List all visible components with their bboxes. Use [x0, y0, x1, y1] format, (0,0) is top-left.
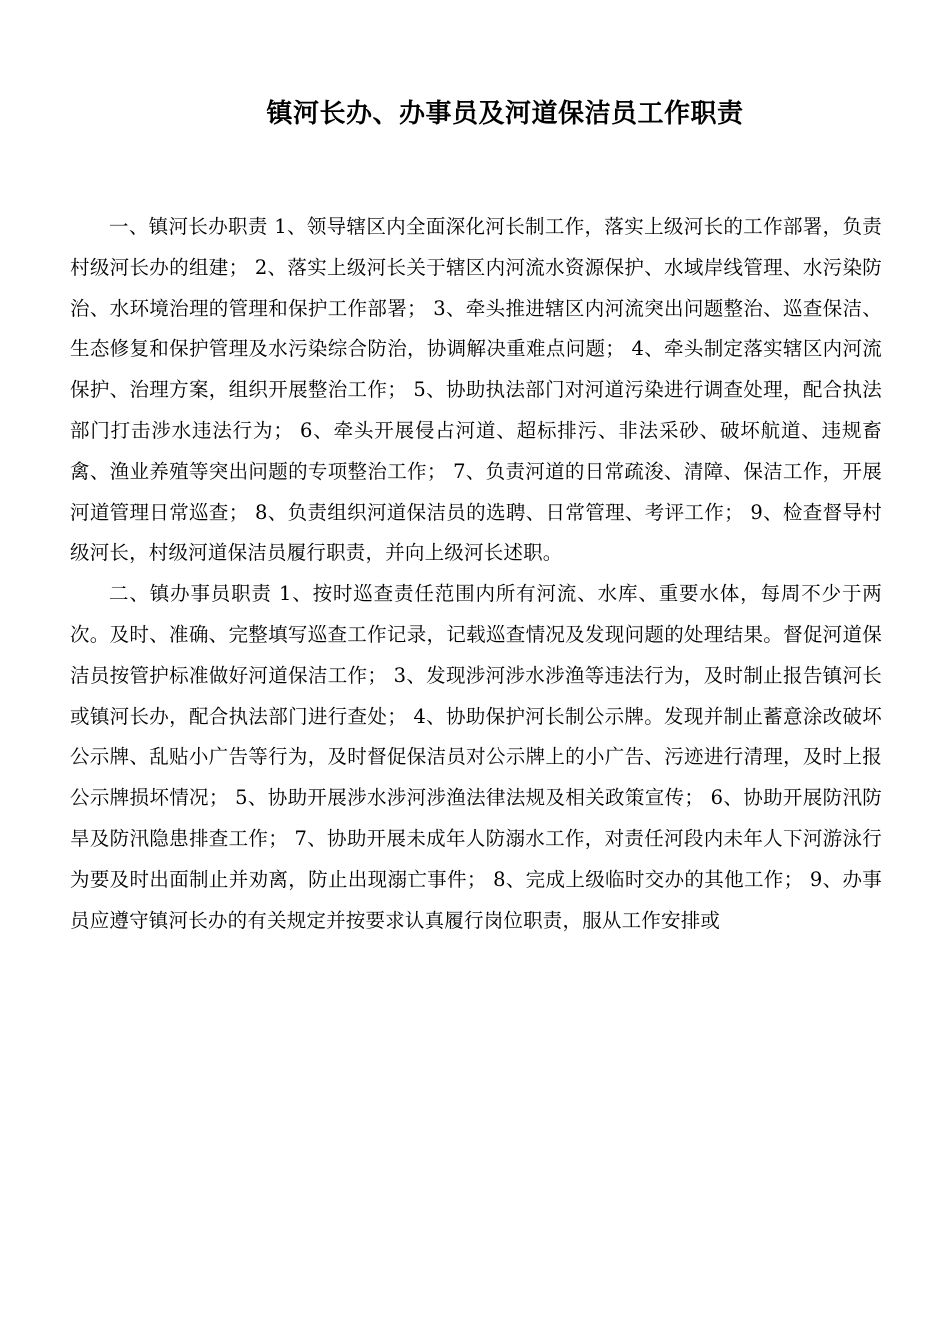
document-title: 镇河长办、办事员及河道保洁员工作职责: [266, 99, 744, 129]
paragraph-town-river-office-duties: 一、镇河长办职责 1、领导辖区内全面深化河长制工作，落实上级河长的工作部署，负责村级河长办的组建； 2、落实上级河长关于辖区内河流水资源保护、水域岸线管理、水污染防治、水环境治理的管理和保护工作部署； 3、牵头推进辖区内河流突出问题整治、巡查保洁、生态修复和保护管理及水污染综合防治，协调解决重难点问题； 4、牵头制定落实辖区内河流保护、治理方案，组织开展整治工作； 5、协助执法部门对河道污染进行调查处理，配合执法部门打击涉水违法行为； 6、牵头开展侵占河道、超标排污、非法采砂、破坏航道、违规畜禽、渔业养殖等突出问题的专项整治工作； 7、负责河道的日常疏浚、清障、保洁工作，开展河道管理日常巡查； 8、负责组织河道保洁员的选聘、日常管理、考评工作； 9、检查督导村级河长，村级河道保洁员履行职责，并向上级河长述职。: [70, 215, 882, 565]
paragraph-town-clerk-duties: 二、镇办事员职责 1、按时巡查责任范围内所有河流、水库、重要水体，每周不少于两次。及时、准确、完整填写巡查工作记录，记载巡查情况及发现问题的处理结果。督促河道保洁员按管护标准做好河道保洁工作； 3、发现涉河涉水涉渔等违法行为，及时制止报告镇河长或镇河长办，配合执法部门进行查处； 4、协助保护河长制公示牌。发现并制止蓄意涂改破坏公示牌、乱贴小广告等行为，及时督促保洁员对公示牌上的小广告、污迹进行清理，及时上报公示牌损坏情况； 5、协助开展涉水涉河涉渔法律法规及相关政策宣传； 6、协助开展防汛防旱及防汛隐患排查工作； 7、协助开展未成年人防溺水工作，对责任河段内未年人下河游泳行为要及时出面制止并劝离，防止出现溺亡事件； 8、完成上级临时交办的其他工作； 9、办事员应遵守镇河长办的有关规定并按要求认真履行岗位职责，服从工作安排或: [70, 582, 882, 932]
document-body: [70, 207, 882, 941]
